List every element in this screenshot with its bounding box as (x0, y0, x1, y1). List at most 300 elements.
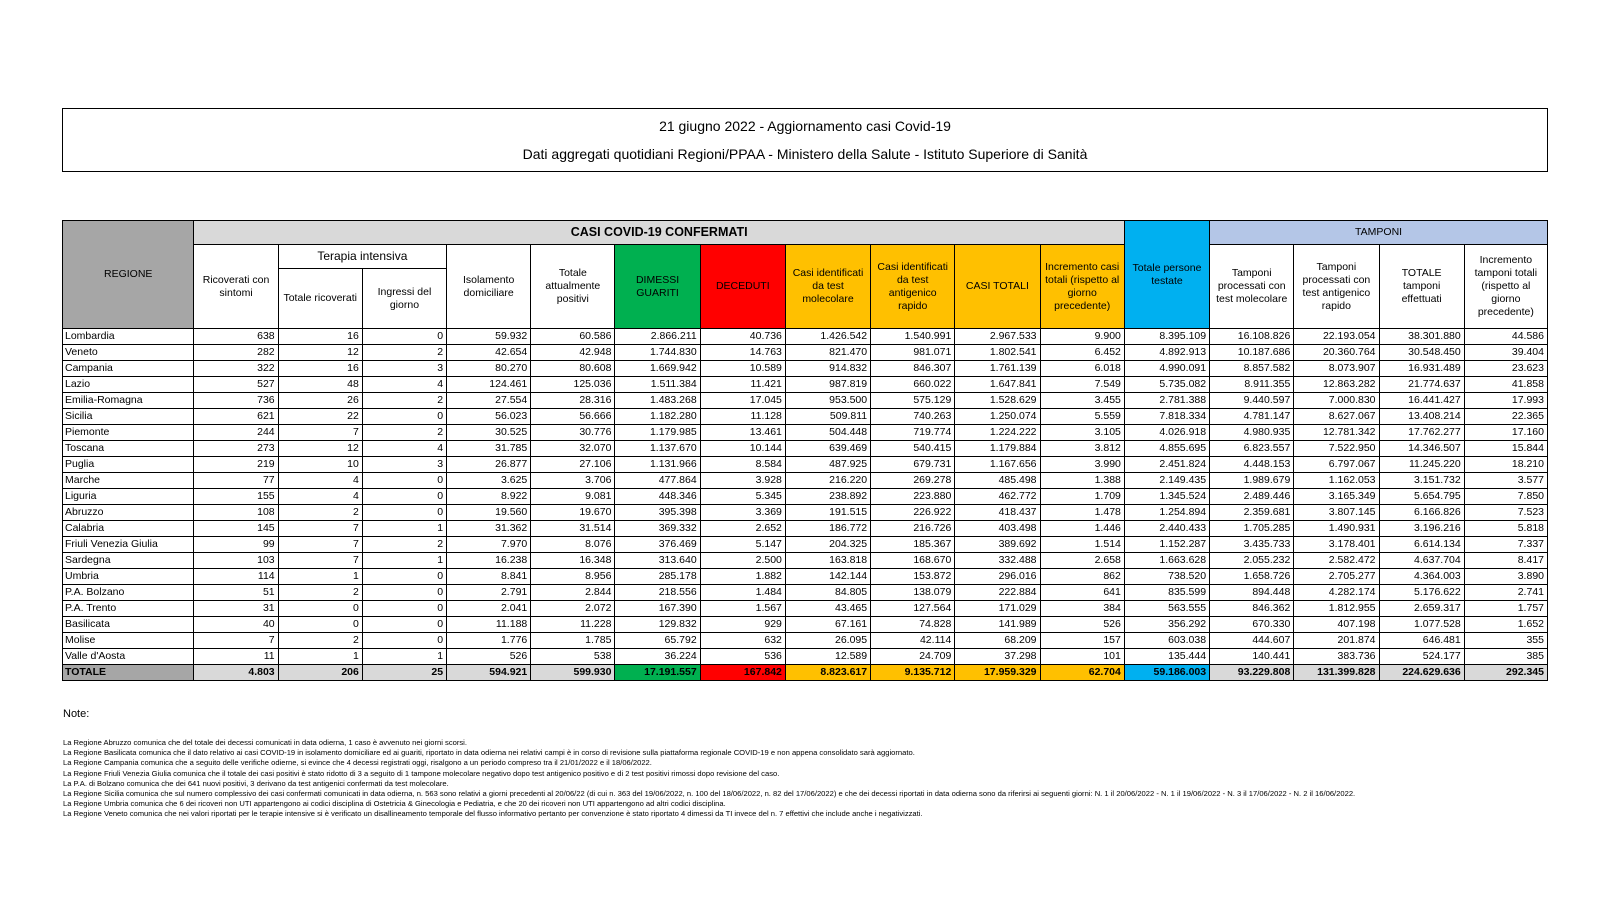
table-cell: 563.555 (1124, 601, 1209, 617)
table-row (63, 649, 1548, 665)
table-cell: 2.866.211 (615, 329, 700, 345)
table-cell: 6.614.134 (1379, 537, 1464, 553)
table-cell: 1.484 (700, 585, 785, 601)
region-name: Abruzzo (63, 505, 194, 521)
table-cell: 218.556 (615, 585, 700, 601)
table-cell: 6.452 (1040, 345, 1124, 361)
table-cell: 40 (194, 617, 278, 633)
table-cell: 660.022 (871, 377, 955, 393)
totals-row (63, 665, 1548, 681)
totals-cell: 25 (362, 665, 446, 681)
table-cell: 22.365 (1464, 409, 1547, 425)
region-name: P.A. Bolzano (63, 585, 194, 601)
table-cell: 3.105 (1040, 425, 1124, 441)
table-cell: 2.705.277 (1294, 569, 1379, 585)
totals-cell: 4.803 (194, 665, 278, 681)
table-cell: 3.990 (1040, 457, 1124, 473)
table-cell: 2.500 (700, 553, 785, 569)
table-cell: 42.948 (531, 345, 615, 361)
table-cell: 2 (362, 393, 446, 409)
note-line: La Regione Friuli Venezia Giulia comunica che il totale dei casi positivi è stato ridotto di 3 a seguito di 1 tampone molecolare negativo dopo test antigenico positivo e di 2 test positivi rimossi dopo revisione del caso. (63, 768, 780, 778)
table-cell: 403.498 (955, 521, 1040, 537)
table-cell: 444.607 (1210, 633, 1294, 649)
table-cell: 2.781.388 (1124, 393, 1209, 409)
table-cell: 5.345 (700, 489, 785, 505)
table-cell: 536 (700, 649, 785, 665)
table-cell: 171.029 (955, 601, 1040, 617)
table-cell: 526 (447, 649, 531, 665)
table-row (63, 425, 1548, 441)
table-cell: 1.514 (1040, 537, 1124, 553)
table-cell: 953.500 (785, 393, 870, 409)
table-cell: 216.726 (871, 521, 955, 537)
table-cell: 9.081 (531, 489, 615, 505)
table-cell: 56.666 (531, 409, 615, 425)
table-cell: 1 (362, 553, 446, 569)
table-cell: 4.364.003 (1379, 569, 1464, 585)
table-cell: 395.398 (615, 505, 700, 521)
table-cell: 167.390 (615, 601, 700, 617)
totals-cell: 167.842 (700, 665, 785, 681)
table-cell: 1.761.139 (955, 361, 1040, 377)
table-cell: 32.070 (531, 441, 615, 457)
table-cell: 575.129 (871, 393, 955, 409)
header-group-casi: CASI COVID-19 CONFERMATI (194, 221, 1124, 245)
table-cell: 821.470 (785, 345, 870, 361)
table-cell: 2 (362, 425, 446, 441)
table-cell: 4 (362, 377, 446, 393)
table-cell: 17.160 (1464, 425, 1547, 441)
table-cell: 141.989 (955, 617, 1040, 633)
table-cell: 40.736 (700, 329, 785, 345)
table-cell: 3.577 (1464, 473, 1547, 489)
table-cell: 4.781.147 (1210, 409, 1294, 425)
table-cell: 6.823.557 (1210, 441, 1294, 457)
table-cell: 51 (194, 585, 278, 601)
table-cell: 13.408.214 (1379, 409, 1464, 425)
table-cell: 1.162.053 (1294, 473, 1379, 489)
table-cell: 14.346.507 (1379, 441, 1464, 457)
table-cell: 80.270 (447, 361, 531, 377)
table-cell: 2.791 (447, 585, 531, 601)
table-cell: 12.863.282 (1294, 377, 1379, 393)
table-cell: 223.880 (871, 489, 955, 505)
table-cell: 7 (278, 521, 362, 537)
table-cell: 987.819 (785, 377, 870, 393)
table-cell: 26 (278, 393, 362, 409)
table-cell: 10.589 (700, 361, 785, 377)
table-cell: 238.892 (785, 489, 870, 505)
table-cell: 929 (700, 617, 785, 633)
table-cell: 1.757 (1464, 601, 1547, 617)
table-cell: 16.108.826 (1210, 329, 1294, 345)
table-cell: 2.440.433 (1124, 521, 1209, 537)
table-cell: 3 (362, 457, 446, 473)
note-line: La Regione Veneto comunica che nei valori riportati per le terapie intensive si è verificato un disallineamento temporale del flusso informativo pertanto per convenzione è stato riportato 4 dimessi da TI invece del n. 7 effettivi che include anche i negativizzati. (63, 809, 923, 819)
table-cell: 11.228 (531, 617, 615, 633)
table-cell: 16 (278, 329, 362, 345)
header-ti-totale: Totale ricoverati (278, 269, 362, 329)
table-cell: 0 (362, 473, 446, 489)
table-cell: 448.346 (615, 489, 700, 505)
table-cell: 127.564 (871, 601, 955, 617)
table-cell: 1.776 (447, 633, 531, 649)
table-cell: 5.818 (1464, 521, 1547, 537)
table-cell: 216.220 (785, 473, 870, 489)
region-name: Liguria (63, 489, 194, 505)
table-cell: 16 (278, 361, 362, 377)
table-cell: 313.640 (615, 553, 700, 569)
table-cell: 4.637.704 (1379, 553, 1464, 569)
table-cell: 84.805 (785, 585, 870, 601)
table-cell: 103 (194, 553, 278, 569)
table-cell: 1.152.287 (1124, 537, 1209, 553)
table-cell: 135.444 (1124, 649, 1209, 665)
table-row (63, 489, 1548, 505)
table-cell: 7.000.830 (1294, 393, 1379, 409)
table-cell: 12 (278, 345, 362, 361)
table-cell: 31 (194, 601, 278, 617)
table-row (63, 553, 1548, 569)
table-cell: 48 (278, 377, 362, 393)
table-cell: 24.709 (871, 649, 955, 665)
table-cell: 222.884 (955, 585, 1040, 601)
table-cell: 153.872 (871, 569, 955, 585)
table-cell: 862 (1040, 569, 1124, 585)
table-cell: 3.812 (1040, 441, 1124, 457)
table-cell: 3.807.145 (1294, 505, 1379, 521)
table-cell: 8.395.109 (1124, 329, 1209, 345)
table-cell: 0 (362, 633, 446, 649)
table-cell: 6.018 (1040, 361, 1124, 377)
table-row (63, 409, 1548, 425)
table-cell: 477.864 (615, 473, 700, 489)
table-cell: 11 (194, 649, 278, 665)
table-cell: 3.706 (531, 473, 615, 489)
table-cell: 65.792 (615, 633, 700, 649)
table-cell: 2.359.681 (1210, 505, 1294, 521)
region-name: Marche (63, 473, 194, 489)
table-cell: 7 (278, 425, 362, 441)
table-cell: 1.250.074 (955, 409, 1040, 425)
table-cell: 68.209 (955, 633, 1040, 649)
table-cell: 8.627.067 (1294, 409, 1379, 425)
table-cell: 114 (194, 569, 278, 585)
table-cell: 3.435.733 (1210, 537, 1294, 553)
table-cell: 6.797.067 (1294, 457, 1379, 473)
region-name: Calabria (63, 521, 194, 537)
totals-cell: 131.399.828 (1294, 665, 1379, 681)
table-cell: 0 (362, 601, 446, 617)
table-cell: 1.478 (1040, 505, 1124, 521)
table-cell: 142.144 (785, 569, 870, 585)
table-cell: 4 (278, 489, 362, 505)
table-cell: 1.483.268 (615, 393, 700, 409)
table-cell: 2 (278, 505, 362, 521)
table-cell: 0 (362, 329, 446, 345)
table-cell: 140.441 (1210, 649, 1294, 665)
table-cell: 7.549 (1040, 377, 1124, 393)
header-persone-testate: Totale persone testate (1124, 221, 1209, 329)
notes-lines (63, 738, 1543, 820)
table-cell: 1.802.541 (955, 345, 1040, 361)
table-cell: 8.417 (1464, 553, 1547, 569)
table-cell: 0 (362, 569, 446, 585)
table-cell: 2.659.317 (1379, 601, 1464, 617)
note-line: La Regione Umbria comunica che 6 dei ricoveri non UTI appartengono ai codici disciplina di Ostetricia & Ginecologia e Pediatria, e che 20 dei ricoveri non UTI appartengono ad altri codici disciplina. (63, 799, 726, 809)
table-cell: 1.658.726 (1210, 569, 1294, 585)
table-cell: 186.772 (785, 521, 870, 537)
table-cell: 621 (194, 409, 278, 425)
table-cell: 285.178 (615, 569, 700, 585)
table-cell: 8.584 (700, 457, 785, 473)
table-cell: 1.709 (1040, 489, 1124, 505)
table-cell: 4 (362, 441, 446, 457)
table-cell: 355 (1464, 633, 1547, 649)
totals-cell: 9.135.712 (871, 665, 955, 681)
table-cell: 1.182.280 (615, 409, 700, 425)
header-positivi: Totale attualmente positivi (531, 245, 615, 329)
table-cell: 157 (1040, 633, 1124, 649)
table-cell: 646.481 (1379, 633, 1464, 649)
table-cell: 124.461 (447, 377, 531, 393)
table-cell: 3.890 (1464, 569, 1547, 585)
table-cell: 407.198 (1294, 617, 1379, 633)
table-cell: 7.818.334 (1124, 409, 1209, 425)
table-cell: 0 (362, 585, 446, 601)
table-cell: 28.316 (531, 393, 615, 409)
table-cell: 1.989.679 (1210, 473, 1294, 489)
table-cell: 125.036 (531, 377, 615, 393)
header-ti-ingressi: Ingressi del giorno (362, 269, 446, 329)
table-cell: 0 (362, 489, 446, 505)
table-cell: 418.437 (955, 505, 1040, 521)
table-cell: 17.762.277 (1379, 425, 1464, 441)
table-cell: 6.166.826 (1379, 505, 1464, 521)
table-cell: 322 (194, 361, 278, 377)
table-row (63, 393, 1548, 409)
table-cell: 0 (362, 409, 446, 425)
table-cell: 16.348 (531, 553, 615, 569)
table-cell: 632 (700, 633, 785, 649)
table-cell: 42.654 (447, 345, 531, 361)
table-cell: 2.072 (531, 601, 615, 617)
note-line: La P.A. di Bolzano comunica che dei 641 nuovi positivi, 3 derivano da test antigenici confermati da test molecolare. (63, 778, 449, 788)
table-cell: 1.077.528 (1379, 617, 1464, 633)
header-antigenico: Casi identificati da test antigenico rapido (871, 245, 955, 329)
table-row (63, 457, 1548, 473)
totals-cell: 17.191.557 (615, 665, 700, 681)
table-cell: 1.812.955 (1294, 601, 1379, 617)
table-cell: 191.515 (785, 505, 870, 521)
table-cell: 11.245.220 (1379, 457, 1464, 473)
table-cell: 19.560 (447, 505, 531, 521)
table-cell: 26.877 (447, 457, 531, 473)
table-cell: 11.128 (700, 409, 785, 425)
table-cell: 7 (278, 537, 362, 553)
region-name: Sicilia (63, 409, 194, 425)
table-cell: 3 (362, 361, 446, 377)
covid-data-table (62, 220, 1548, 681)
table-cell: 1.446 (1040, 521, 1124, 537)
table-cell: 4.855.695 (1124, 441, 1209, 457)
table-cell: 42.114 (871, 633, 955, 649)
table-cell: 2.741 (1464, 585, 1547, 601)
table-cell: 99 (194, 537, 278, 553)
table-row (63, 473, 1548, 489)
table-cell: 1.647.841 (955, 377, 1040, 393)
table-cell: 219 (194, 457, 278, 473)
totals-cell: 17.959.329 (955, 665, 1040, 681)
table-cell: 17.045 (700, 393, 785, 409)
table-cell: 0 (362, 505, 446, 521)
totals-cell: 599.930 (531, 665, 615, 681)
table-cell: 8.956 (531, 569, 615, 585)
table-cell: 2.844 (531, 585, 615, 601)
table-cell: 22.193.054 (1294, 329, 1379, 345)
table-cell: 738.520 (1124, 569, 1209, 585)
table-cell: 2.041 (447, 601, 531, 617)
table-cell: 462.772 (955, 489, 1040, 505)
table-cell: 1.426.542 (785, 329, 870, 345)
totals-cell: 62.704 (1040, 665, 1124, 681)
region-name: P.A. Trento (63, 601, 194, 617)
table-cell: 31.514 (531, 521, 615, 537)
totals-label: TOTALE (63, 665, 194, 681)
table-cell: 31.785 (447, 441, 531, 457)
table-cell: 1.167.656 (955, 457, 1040, 473)
note-line: La Regione Sicilia comunica che sul numero complessivo dei casi confermati comunicati in data odierna, n. 563 sono relativi a giorni precedenti al 20/06/22 (di cui n. 363 del 19/06/2022, n. 100 del 18/06/2022, n. 82 del 17/06/2022) e che dei decessi riportati in data odierna sono da riferirsi ai seguenti giorni: N. 1 il 20/06/2022 - N. 1 il 19/06/2022 - N. 3 il 17/06/2022 - N. 2 il 16/06/2022. (63, 789, 1356, 799)
totals-cell: 594.921 (447, 665, 531, 681)
table-cell: 168.670 (871, 553, 955, 569)
totals-cell: 292.345 (1464, 665, 1547, 681)
table-cell: 526 (1040, 617, 1124, 633)
region-name: Lombardia (63, 329, 194, 345)
note-line: La Regione Campania comunica che a seguito delle verifiche odierne, si evince che 4 decessi registrati oggi, risalgono a un periodo compreso tra il 21/01/2022 e il 18/06/2022. (63, 758, 652, 768)
title-box (62, 108, 1548, 172)
table-cell: 59.932 (447, 329, 531, 345)
header-tamp-incremento: Incremento tamponi totali (rispetto al giorno precedente) (1464, 245, 1547, 329)
table-cell: 384 (1040, 601, 1124, 617)
table-cell: 201.874 (1294, 633, 1379, 649)
table-cell: 2.451.824 (1124, 457, 1209, 473)
table-cell: 641 (1040, 585, 1124, 601)
table-cell: 1 (362, 649, 446, 665)
table-cell: 7.970 (447, 537, 531, 553)
table-cell: 30.776 (531, 425, 615, 441)
table-cell: 18.210 (1464, 457, 1547, 473)
table-cell: 1.663.628 (1124, 553, 1209, 569)
table-cell: 27.106 (531, 457, 615, 473)
table-row (63, 601, 1548, 617)
region-name: Lazio (63, 377, 194, 393)
table-cell: 2.489.446 (1210, 489, 1294, 505)
region-name: Campania (63, 361, 194, 377)
table-cell: 145 (194, 521, 278, 537)
table-cell: 204.325 (785, 537, 870, 553)
table-cell: 383.736 (1294, 649, 1379, 665)
table-cell: 30.548.450 (1379, 345, 1464, 361)
table-cell: 10.144 (700, 441, 785, 457)
table-cell: 1.224.222 (955, 425, 1040, 441)
table-row (63, 521, 1548, 537)
table-cell: 356.292 (1124, 617, 1209, 633)
header-casi-totali: CASI TOTALI (955, 245, 1040, 329)
header-regione: REGIONE (63, 221, 194, 329)
table-cell: 0 (278, 617, 362, 633)
table-cell: 4.980.935 (1210, 425, 1294, 441)
table-cell: 19.670 (531, 505, 615, 521)
table-cell: 540.415 (871, 441, 955, 457)
table-cell: 39.404 (1464, 345, 1547, 361)
table-cell: 108 (194, 505, 278, 521)
table-cell: 1.567 (700, 601, 785, 617)
region-name: Molise (63, 633, 194, 649)
table-cell: 835.599 (1124, 585, 1209, 601)
table-cell: 15.844 (1464, 441, 1547, 457)
table-cell: 3.455 (1040, 393, 1124, 409)
table-cell: 846.307 (871, 361, 955, 377)
table-cell: 1.528.629 (955, 393, 1040, 409)
table-cell: 43.465 (785, 601, 870, 617)
table-cell: 129.832 (615, 617, 700, 633)
table-row (63, 361, 1548, 377)
table-cell: 2.658 (1040, 553, 1124, 569)
table-cell: 7.523 (1464, 505, 1547, 521)
table-cell: 385 (1464, 649, 1547, 665)
region-name: Basilicata (63, 617, 194, 633)
table-cell: 20.360.764 (1294, 345, 1379, 361)
header-deceduti: DECEDUTI (700, 245, 785, 329)
table-cell: 5.147 (700, 537, 785, 553)
table-cell: 30.525 (447, 425, 531, 441)
table-row (63, 633, 1548, 649)
table-cell: 332.488 (955, 553, 1040, 569)
table-cell: 527 (194, 377, 278, 393)
table-cell: 1.388 (1040, 473, 1124, 489)
table-row (63, 345, 1548, 361)
table-cell: 5.176.622 (1379, 585, 1464, 601)
table-cell: 16.238 (447, 553, 531, 569)
table-cell: 31.362 (447, 521, 531, 537)
table-cell: 389.692 (955, 537, 1040, 553)
table-cell: 27.554 (447, 393, 531, 409)
table-cell: 10 (278, 457, 362, 473)
table-cell: 3.165.349 (1294, 489, 1379, 505)
table-body (63, 329, 1548, 681)
table-cell: 37.298 (955, 649, 1040, 665)
table-cell: 740.263 (871, 409, 955, 425)
header-tamp-antigenico: Tamponi processati con test antigenico rapido (1294, 245, 1379, 329)
table-cell: 0 (362, 617, 446, 633)
table-cell: 8.073.907 (1294, 361, 1379, 377)
table-cell: 1.179.985 (615, 425, 700, 441)
table-cell: 376.469 (615, 537, 700, 553)
table-cell: 1.511.384 (615, 377, 700, 393)
region-name: Sardegna (63, 553, 194, 569)
table-cell: 4.026.918 (1124, 425, 1209, 441)
table-cell: 1.540.991 (871, 329, 955, 345)
table-cell: 8.841 (447, 569, 531, 585)
table-cell: 3.928 (700, 473, 785, 489)
table-cell: 3.151.732 (1379, 473, 1464, 489)
table-cell: 12 (278, 441, 362, 457)
table-cell: 17.993 (1464, 393, 1547, 409)
table-cell: 524.177 (1379, 649, 1464, 665)
table-cell: 21.774.637 (1379, 377, 1464, 393)
table-cell: 244 (194, 425, 278, 441)
header-dimessi: DIMESSI GUARITI (615, 245, 700, 329)
